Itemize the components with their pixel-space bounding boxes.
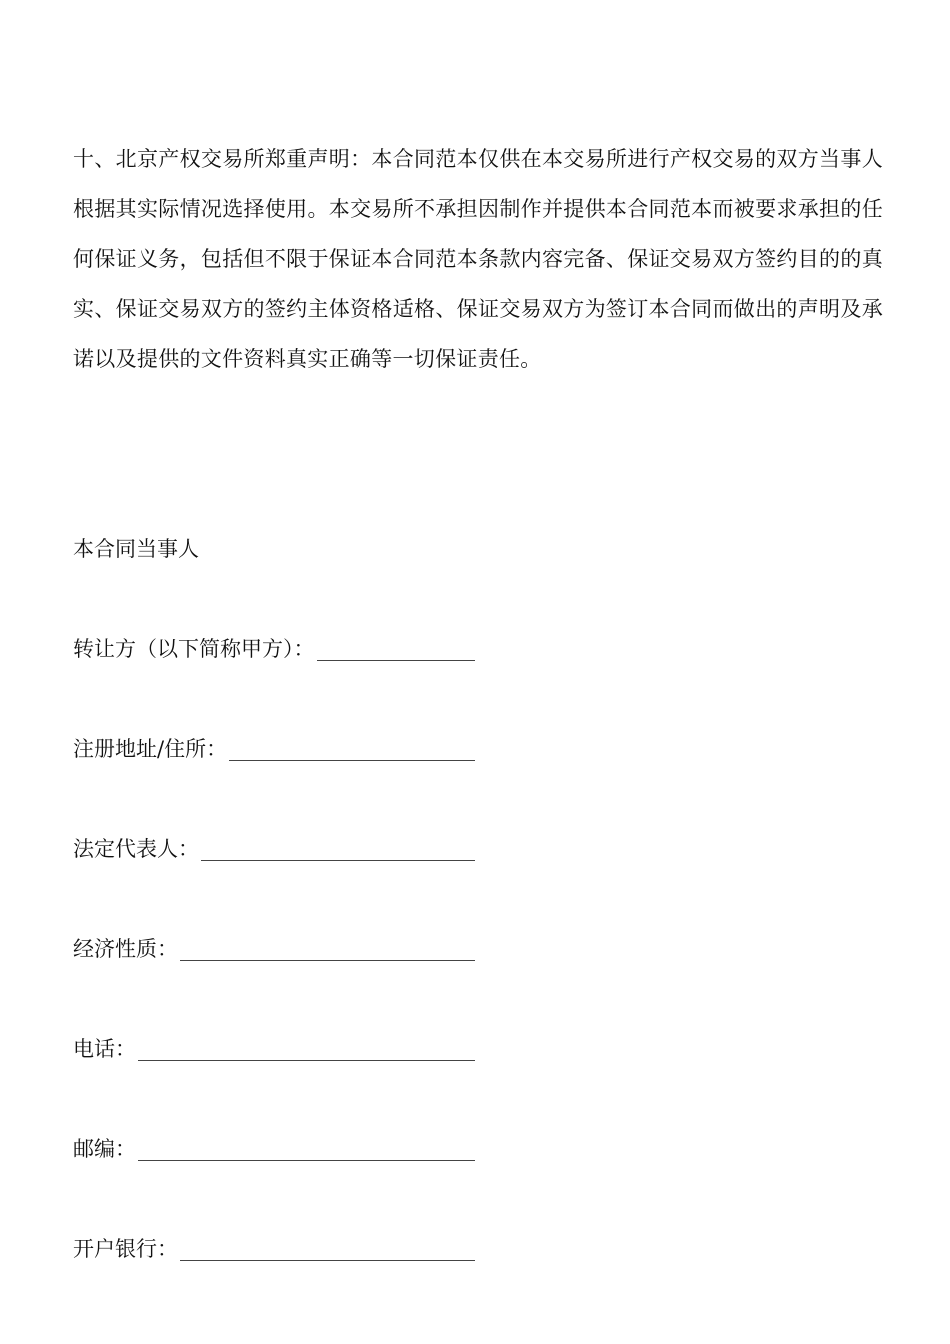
legal-representative-blank-line[interactable]: [201, 860, 475, 861]
bank-label: 开户银行：: [73, 1237, 178, 1261]
legal-representative-field: [73, 832, 475, 866]
postcode-blank-line[interactable]: [138, 1160, 475, 1161]
postcode-label: 邮编：: [73, 1137, 136, 1161]
registered-address-blank-line[interactable]: [229, 760, 475, 761]
transferor-field: [73, 632, 475, 666]
postcode-field: [73, 1132, 475, 1166]
economic-nature-label: 经济性质：: [73, 937, 178, 961]
phone-label: 电话：: [73, 1037, 136, 1061]
transferor-label: 转让方（以下简称甲方）：: [73, 637, 315, 661]
parties-heading: 本合同当事人: [73, 537, 199, 561]
clause-ten-disclaimer: 十、北京产权交易所郑重声明：本合同范本仅供在本交易所进行产权交易的双方当事人根据其实际情况选择使用。本交易所不承担因制作并提供本合同范本而被要求承担的任何保证义务，包括但不限于保证本合同范本条款内容完备、保证交易双方签约目的的真实、保证交易双方的签约主体资格适格、保证交易双方为签订本合同而做出的声明及承诺以及提供的文件资料真实正确等一切保证责任。: [73, 147, 883, 371]
registered-address-label: 注册地址/住所：: [73, 737, 228, 761]
phone-blank-line[interactable]: [138, 1060, 475, 1061]
transferor-blank-line[interactable]: [317, 660, 476, 661]
economic-nature-field: [73, 932, 475, 966]
bank-field: [73, 1232, 475, 1266]
phone-field: [73, 1032, 475, 1066]
bank-blank-line[interactable]: [180, 1260, 475, 1261]
legal-representative-label: 法定代表人：: [73, 837, 199, 861]
economic-nature-blank-line[interactable]: [180, 960, 475, 961]
registered-address-field: [73, 732, 475, 766]
